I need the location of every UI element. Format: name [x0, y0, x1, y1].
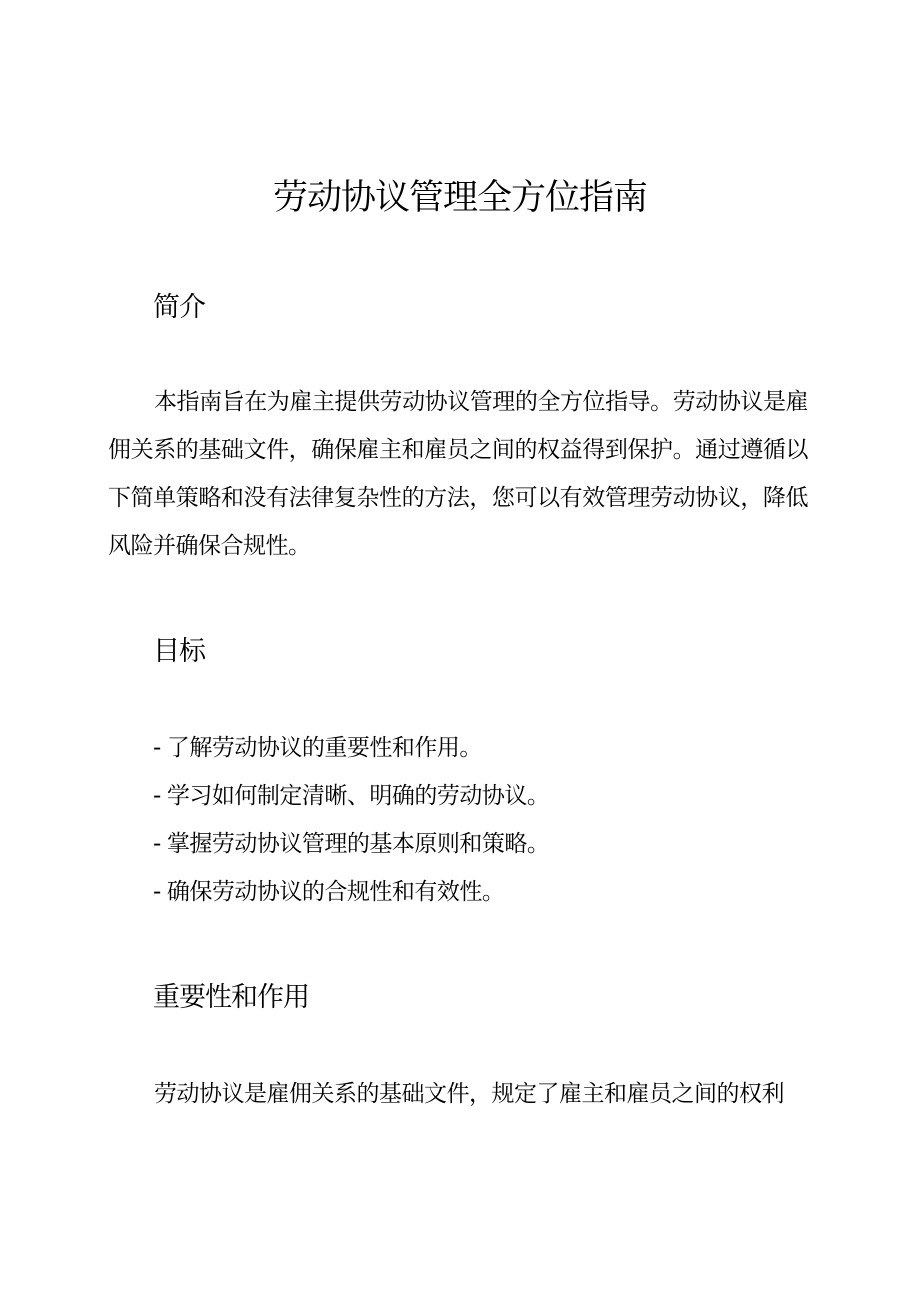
list-item-text: 掌握劳动协议管理的基本原则和策略。 [166, 831, 550, 857]
list-bullet: - [153, 735, 161, 761]
list-item [153, 820, 549, 868]
list-item-text: 学习如何制定清晰、明确的劳动协议。 [166, 783, 550, 809]
list-item [153, 772, 549, 820]
intro-paragraph: 本指南旨在为雇主提供劳动协议管理的全方位指导。劳动协议是雇佣关系的基础文件，确保雇主和雇员之间的权益得到保护。通过遵循以下简单策略和没有法律复杂性的方法，您可以有效管理劳动协议，降低风险并确保合规性。 [108, 389, 808, 559]
list-item [153, 724, 549, 772]
list-bullet: - [153, 783, 161, 809]
list-item-text: 确保劳动协议的合规性和有效性。 [166, 879, 505, 905]
list-bullet: - [153, 879, 161, 905]
document-title: 劳动协议管理全方位指南 [272, 178, 647, 218]
section-heading-goals: 目标 [153, 636, 205, 667]
section-heading-importance: 重要性和作用 [153, 982, 309, 1013]
goals-list [153, 724, 549, 916]
list-item [153, 868, 549, 916]
section-heading-intro: 简介 [153, 292, 205, 323]
importance-paragraph: 劳动协议是雇佣关系的基础文件，规定了雇主和雇员之间的权利 [154, 1081, 784, 1107]
list-bullet: - [153, 831, 161, 857]
list-item-text: 了解劳动协议的重要性和作用。 [166, 735, 482, 761]
